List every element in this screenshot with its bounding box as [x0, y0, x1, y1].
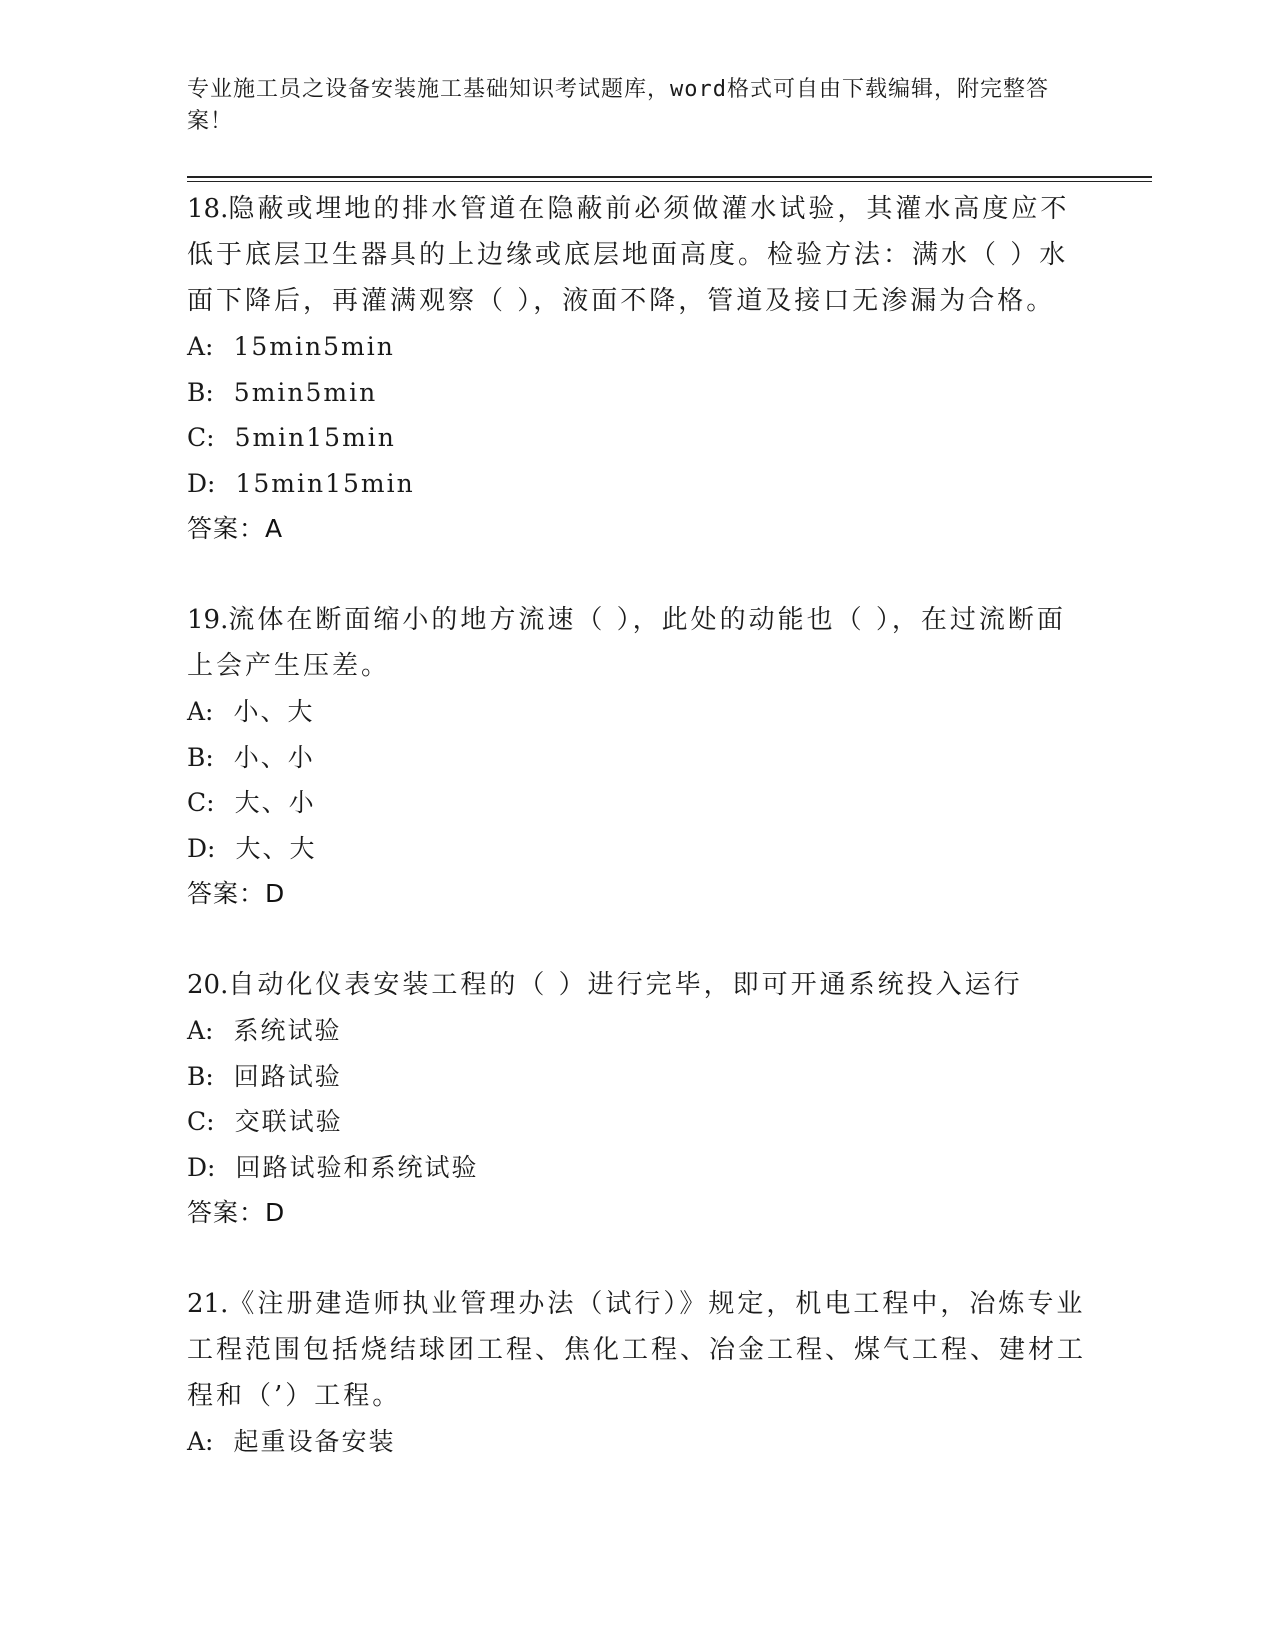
option-b: [187, 735, 1087, 781]
question-list: [187, 186, 1087, 1510]
question-stem: [187, 186, 1087, 324]
option-b: [187, 370, 1087, 416]
option-text: 小、大: [233, 697, 315, 726]
question-21: [187, 1281, 1087, 1465]
question-stem: [187, 962, 1087, 1008]
option-text: 系统试验: [233, 1016, 342, 1045]
option-c: [187, 415, 1087, 461]
option-key: A:: [187, 1427, 214, 1456]
question-18: [187, 186, 1087, 552]
option-key: C:: [187, 788, 215, 817]
question-text: 自动化仪表安装工程的（ ）进行完毕，即可开通系统投入运行: [228, 970, 1023, 1000]
option-key: A:: [187, 1016, 214, 1045]
option-d: [187, 1145, 1087, 1191]
option-text: 大、大: [235, 833, 317, 863]
page-header: 专业施工员之设备安装施工基础知识考试题库，word格式可自由下载编辑，附完整答案！: [187, 77, 1049, 134]
option-key: B:: [187, 377, 214, 407]
option-b: [187, 1054, 1087, 1100]
option-text: 交联试验: [234, 1107, 343, 1136]
option-a: [187, 1419, 1087, 1465]
question-20: [187, 962, 1087, 1236]
answer-line: 答案：D: [187, 1198, 286, 1227]
option-c: [187, 780, 1087, 826]
option-text: 起重设备安装: [233, 1427, 396, 1456]
option-key: C:: [187, 1107, 215, 1136]
question-text: 《注册建造师执业管理办法（试行）》规定，机电工程中，冶炼专业工程范围包括烧结球团工程、焦化工程、冶金工程、煤气工程、建材工程和（’）工程。: [187, 1289, 1087, 1411]
option-a: [187, 689, 1087, 735]
option-text: 15min15min: [235, 468, 415, 498]
option-text: 小、小: [233, 742, 315, 772]
question-text: 隐蔽或埋地的排水管道在隐蔽前必须做灌水试验，其灌水高度应不低于底层卫生器具的上边缘或底层地面高度。检验方法：满水（ ）水面下降后，再灌满观察（ ），液面不降，管道及接口无渗漏为合格。: [187, 194, 1070, 316]
question-number: 21.: [187, 1289, 229, 1319]
option-key: B:: [187, 742, 214, 772]
answer-line: 答案：A: [187, 514, 284, 543]
option-key: B:: [187, 1061, 214, 1091]
option-key: A:: [187, 697, 214, 726]
option-key: A:: [187, 332, 214, 361]
option-key: D:: [187, 468, 216, 498]
option-key: C:: [187, 423, 215, 452]
option-d: [187, 461, 1087, 507]
option-a: [187, 1008, 1087, 1054]
question-stem: [187, 597, 1087, 689]
option-key: D:: [187, 1152, 216, 1182]
header-divider: [187, 176, 1152, 178]
question-number: 18.: [187, 194, 229, 224]
option-text: 5min15min: [234, 423, 396, 452]
option-text: 回路试验和系统试验: [235, 1152, 479, 1182]
question-number: 19.: [187, 605, 229, 635]
question-stem: [187, 1281, 1087, 1419]
option-text: 5min5min: [233, 377, 378, 407]
question-number: 20.: [187, 970, 229, 1000]
option-a: [187, 324, 1087, 370]
header-divider-thin: [187, 181, 1152, 182]
answer-line: 答案：D: [187, 879, 286, 908]
option-text: 回路试验: [233, 1061, 342, 1091]
option-key: D:: [187, 833, 216, 863]
question-text: 流体在断面缩小的地方流速（ ），此处的动能也（ ），在过流断面上会产生压差。: [187, 605, 1066, 681]
question-19: [187, 597, 1087, 917]
option-c: [187, 1099, 1087, 1145]
option-text: 15min5min: [233, 332, 395, 361]
option-d: [187, 826, 1087, 872]
option-text: 大、小: [234, 788, 316, 817]
